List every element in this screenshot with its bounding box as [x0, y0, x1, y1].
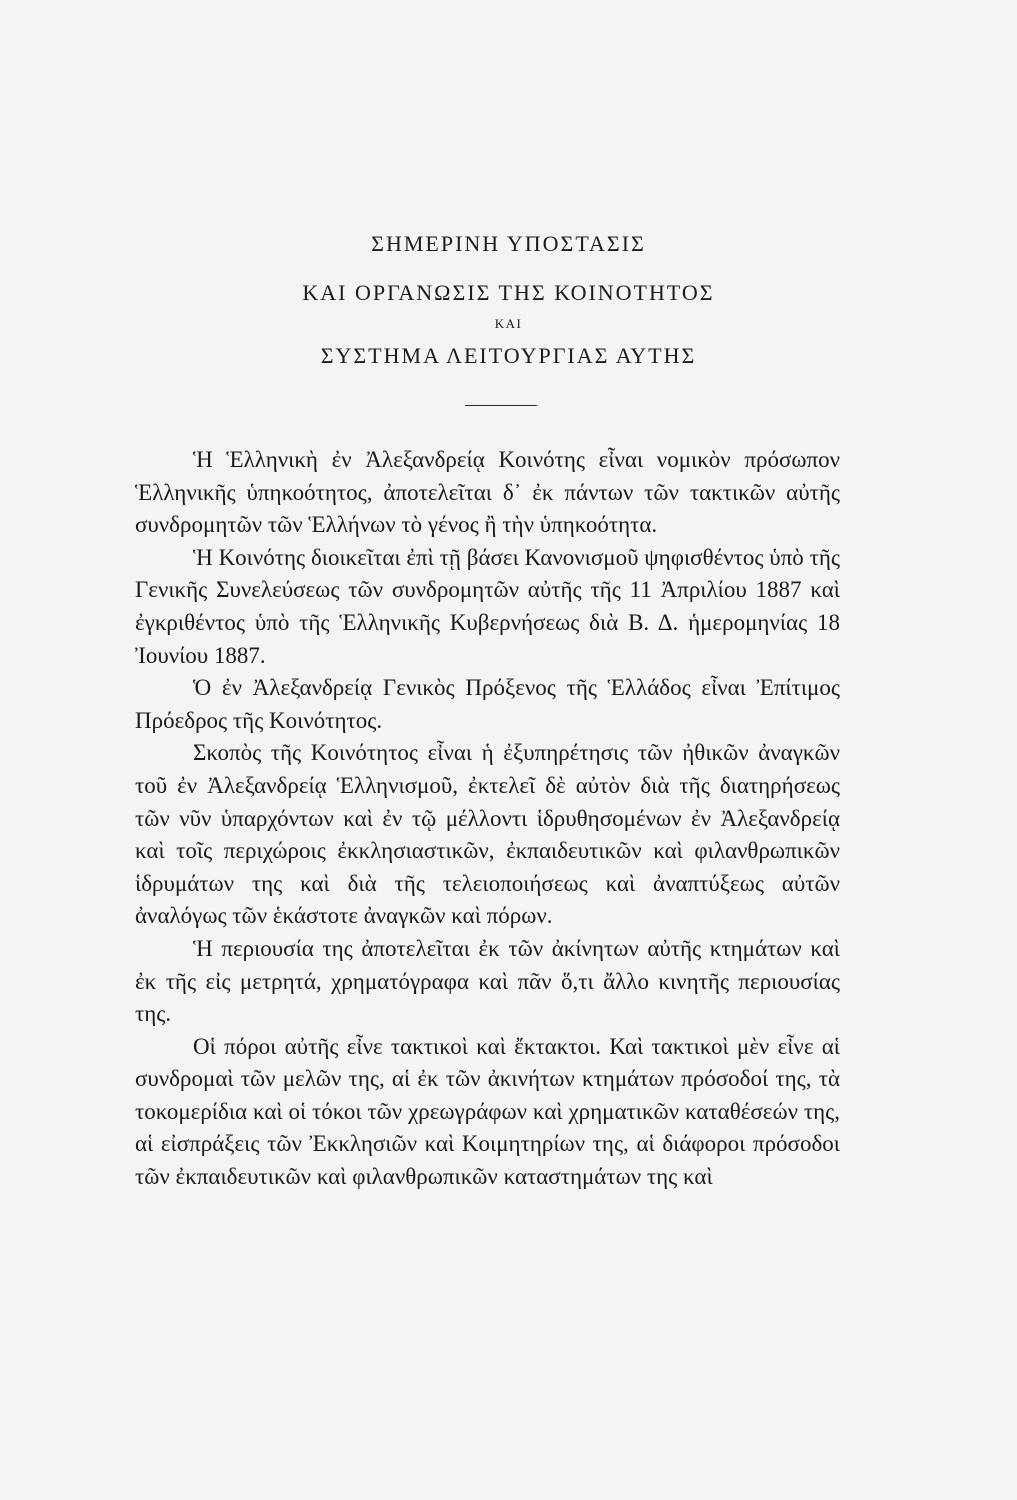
heading-line-4: ΣΥΣΤΗΜΑ ΛΕΙΤΟΥΡΓΙΑΣ ΑΥΤΗΣ — [320, 343, 697, 368]
paragraph-5: Ἡ περιουσία της ἀποτελεῖται ἐκ τῶν ἀκίνητων αὐτῆς κτημάτων καὶ ἐκ τῆς εἰς μετρητά, χρηματόγραφα καὶ πᾶν ὅ,τι ἄλλο κινητῆς περιουσίας της. — [135, 935, 840, 1027]
paragraph-1: Ἡ Ἑλληνικὴ ἐν Ἀλεξανδρείᾳ Κοινότης εἶναι νομικὸν πρόσωπον Ἑλληνικῆς ὑπηκοότητος, ἀποτελεῖται δ᾽ ἐκ πάντων τῶν τακτικῶν αὐτῆς συνδρομητῶν τῶν Ἑλλήνων τὸ γένος ἢ τὴν ὑπηκοότητα. — [135, 447, 840, 538]
heading-line-3: ΚΑΙ — [494, 316, 523, 331]
paragraph-3: Ὁ ἐν Ἀλεξανδρείᾳ Γενικὸς Πρόξενος τῆς Ἑλλάδος εἶναι Ἐπίτιμος Πρόεδρος τῆς Κοινότητος. — [135, 675, 840, 733]
heading-line-1: ΣΗΜΕΡΙΝΗ ΥΠΟΣΤΑΣΙΣ — [371, 231, 646, 256]
paragraph-2: Ἡ Κοινότης διοικεῖται ἐπὶ τῇ βάσει Κανονισμοῦ ψηφισθέντος ὑπὸ τῆς Γενικῆς Συνελεύσεως τῶν συνδρομητῶν αὐτῆς τῆς 11 Ἀπριλίου 1887 καὶ ἐγκριθέντος ὑπὸ τῆς Ἑλληνικῆς Κυβερνήσεως διὰ Β. Δ. ἡμερομηνίας 18 Ἰουνίου 1887. — [135, 544, 840, 668]
paragraph-6: Οἱ πόροι αὐτῆς εἶνε τακτικοὶ καὶ ἔκτακτοι. Καὶ τακτικοὶ μὲν εἶνε αἱ συνδρομαὶ τῶν μελῶν της, αἱ ἐκ τῶν ἀκινήτων κτημάτων πρόσοδοί της, τὰ τοκομερίδια καὶ οἱ τόκοι τῶν χρεωγράφων καὶ χρηματικῶν καταθέσεών της, αἱ εἰσπράξεις τῶν Ἐκκλησιῶν καὶ Κοιμητηρίων της, αἱ διάφοροι πρόσοδοι τῶν ἐκπαιδευτικῶν καὶ φιλανθρωπικῶν καταστημάτων της καὶ — [135, 1033, 840, 1190]
paragraph-4: Σκοπὸς τῆς Κοινότητος εἶναι ἡ ἐξυπηρέτησις τῶν ἠθικῶν ἀναγκῶν τοῦ ἐν Ἀλεξανδρείᾳ Ἑλληνισμοῦ, ἐκτελεῖ δὲ αὐτὸν διὰ τῆς διατηρήσεως τῶν νῦν ὑπαρχόντων καὶ ἐν τῷ μέλλοντι ἱδρυθησομένων ἐν Ἀλεξανδρείᾳ καὶ τοῖς περιχώροις ἐκκλησιαστικῶν, ἐκπαιδευτικῶν καὶ φιλανθρωπικῶν ἱδρυμάτων της καὶ διὰ τῆς τελειοποιήσεως καὶ ἀναπτύξεως αὐτῶν ἀναλόγως τῶν ἑκάστοτε ἀναγκῶν καὶ πόρων. — [135, 740, 840, 929]
body-text — [135, 444, 840, 1194]
section-divider — [465, 405, 537, 406]
heading-line-2: ΚΑΙ ΟΡΓΑΝΩΣΙΣ ΤΗΣ ΚΟΙΝΟΤΗΤΟΣ — [302, 280, 715, 305]
